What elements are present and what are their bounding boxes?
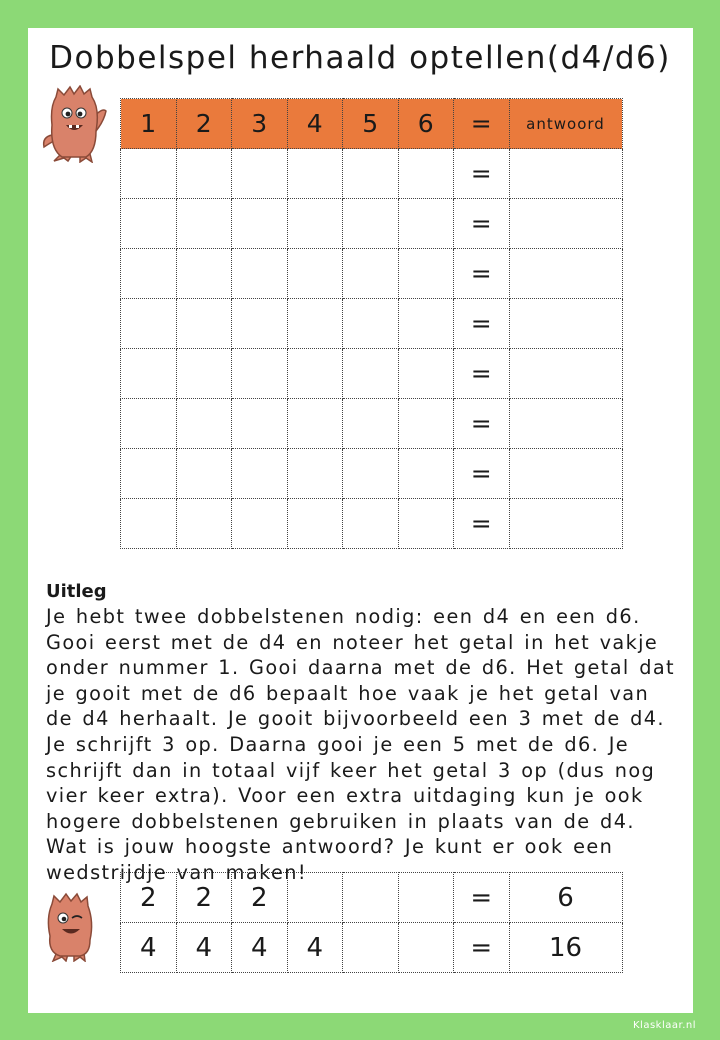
worksheet-title: Dobbelspel herhaald optellen(d4/d6): [49, 40, 671, 76]
example-cell: 2: [176, 873, 232, 923]
grid-blank-cell[interactable]: [121, 349, 177, 399]
example-row: [121, 873, 623, 923]
example-equals-sign: =: [454, 923, 510, 973]
grid-equals-sign: =: [454, 449, 510, 499]
example-grid: [120, 872, 623, 973]
grid-blank-cell[interactable]: [343, 499, 399, 549]
instructions-heading: Uitleg: [46, 581, 107, 602]
grid-blank-cell[interactable]: [398, 249, 454, 299]
grid-blank-cell[interactable]: [398, 299, 454, 349]
grid-answer-row: [121, 199, 623, 249]
example-cell: 4: [232, 923, 288, 973]
grid-blank-cell[interactable]: [343, 449, 399, 499]
header-cell-4: 4: [287, 99, 343, 149]
answer-grid: [120, 98, 623, 549]
grid-answer-cell[interactable]: [509, 199, 622, 249]
header-cell-2: 2: [176, 99, 232, 149]
header-cell-1: 1: [121, 99, 177, 149]
brand-watermark: Klasklaar.nl: [633, 1020, 696, 1031]
grid-blank-cell[interactable]: [398, 499, 454, 549]
monster-winking-illustration: [44, 892, 96, 962]
grid-answer-row: [121, 349, 623, 399]
grid-blank-cell[interactable]: [343, 249, 399, 299]
grid-answer-row: [121, 299, 623, 349]
grid-equals-sign: =: [454, 299, 510, 349]
grid-blank-cell[interactable]: [398, 199, 454, 249]
grid-answer-cell[interactable]: [509, 449, 622, 499]
grid-blank-cell[interactable]: [232, 499, 288, 549]
grid-blank-cell[interactable]: [287, 449, 343, 499]
grid-blank-cell[interactable]: [232, 349, 288, 399]
monster-waving-illustration: [40, 85, 112, 163]
grid-blank-cell[interactable]: [176, 199, 232, 249]
grid-blank-cell[interactable]: [121, 399, 177, 449]
grid-blank-cell[interactable]: [343, 349, 399, 399]
grid-answer-cell[interactable]: [509, 249, 622, 299]
grid-blank-cell[interactable]: [287, 199, 343, 249]
example-cell: [398, 873, 454, 923]
grid-blank-cell[interactable]: [398, 399, 454, 449]
example-answer: 16: [509, 923, 622, 973]
grid-answer-cell[interactable]: [509, 399, 622, 449]
grid-answer-cell[interactable]: [509, 499, 622, 549]
grid-blank-cell[interactable]: [287, 299, 343, 349]
instructions-text: Je hebt twee dobbelstenen nodig: een d4 en een d6. Gooi eerst met de d4 en noteer het getal in het vakje onder nummer 1. Gooi daarna met de d6. Het getal dat je gooit met de d6 bepaalt hoe vaak je het getal van de d4 herhaalt. Je gooit bijvoorbeeld een 3 met de d4. Je schrijft 3 op. Daarna gooi je een 5 met de d6. Je schrijft dan in totaal vijf keer het getal 3 op (dus nog vier keer extra). Voor een extra uitdaging kun je ook hogere dobbelstenen gebruiken in plaats van de d4. Wat is jouw hoogste antwoord? Je kunt er ook een wedstrijdje van maken!: [46, 605, 676, 884]
example-equals-sign: =: [454, 873, 510, 923]
grid-blank-cell[interactable]: [121, 249, 177, 299]
grid-blank-cell[interactable]: [121, 499, 177, 549]
grid-blank-cell[interactable]: [287, 149, 343, 199]
grid-blank-cell[interactable]: [287, 399, 343, 449]
grid-blank-cell[interactable]: [176, 399, 232, 449]
grid-blank-cell[interactable]: [343, 149, 399, 199]
grid-blank-cell[interactable]: [176, 149, 232, 199]
grid-blank-cell[interactable]: [232, 249, 288, 299]
grid-blank-cell[interactable]: [398, 449, 454, 499]
example-cell: 4: [176, 923, 232, 973]
grid-blank-cell[interactable]: [287, 349, 343, 399]
example-cell: 4: [121, 923, 177, 973]
grid-blank-cell[interactable]: [176, 299, 232, 349]
grid-answer-row: [121, 149, 623, 199]
grid-blank-cell[interactable]: [232, 299, 288, 349]
grid-blank-cell[interactable]: [121, 149, 177, 199]
grid-blank-cell[interactable]: [398, 149, 454, 199]
grid-blank-cell[interactable]: [176, 499, 232, 549]
example-cell: 2: [121, 873, 177, 923]
grid-blank-cell[interactable]: [343, 299, 399, 349]
example-cell: 2: [232, 873, 288, 923]
grid-blank-cell[interactable]: [287, 249, 343, 299]
header-equals-sign: =: [454, 99, 510, 149]
grid-answer-row: [121, 499, 623, 549]
header-answer: antwoord: [509, 99, 622, 149]
grid-answer-cell[interactable]: [509, 149, 622, 199]
header-cell-3: 3: [232, 99, 288, 149]
grid-answer-row: [121, 449, 623, 499]
grid-blank-cell[interactable]: [232, 399, 288, 449]
grid-blank-cell[interactable]: [121, 449, 177, 499]
grid-blank-cell[interactable]: [176, 449, 232, 499]
grid-equals-sign: =: [454, 149, 510, 199]
grid-blank-cell[interactable]: [176, 349, 232, 399]
grid-header-row: [121, 99, 623, 149]
grid-blank-cell[interactable]: [232, 449, 288, 499]
header-cell-6: 6: [398, 99, 454, 149]
example-row: [121, 923, 623, 973]
grid-blank-cell[interactable]: [121, 199, 177, 249]
example-cell: [398, 923, 454, 973]
grid-blank-cell[interactable]: [232, 149, 288, 199]
header-cell-5: 5: [343, 99, 399, 149]
grid-blank-cell[interactable]: [287, 499, 343, 549]
grid-blank-cell[interactable]: [121, 299, 177, 349]
example-answer: 6: [509, 873, 622, 923]
grid-blank-cell[interactable]: [398, 349, 454, 399]
grid-blank-cell[interactable]: [343, 399, 399, 449]
grid-answer-cell[interactable]: [509, 299, 622, 349]
grid-equals-sign: =: [454, 249, 510, 299]
grid-answer-row: [121, 249, 623, 299]
example-cell: [343, 923, 399, 973]
example-cell: 4: [287, 923, 343, 973]
grid-blank-cell[interactable]: [176, 249, 232, 299]
grid-equals-sign: =: [454, 499, 510, 549]
grid-blank-cell[interactable]: [343, 199, 399, 249]
grid-answer-cell[interactable]: [509, 349, 622, 399]
example-cell: [287, 873, 343, 923]
grid-blank-cell[interactable]: [232, 199, 288, 249]
example-cell: [343, 873, 399, 923]
grid-equals-sign: =: [454, 349, 510, 399]
grid-equals-sign: =: [454, 199, 510, 249]
grid-answer-row: [121, 399, 623, 449]
grid-equals-sign: =: [454, 399, 510, 449]
